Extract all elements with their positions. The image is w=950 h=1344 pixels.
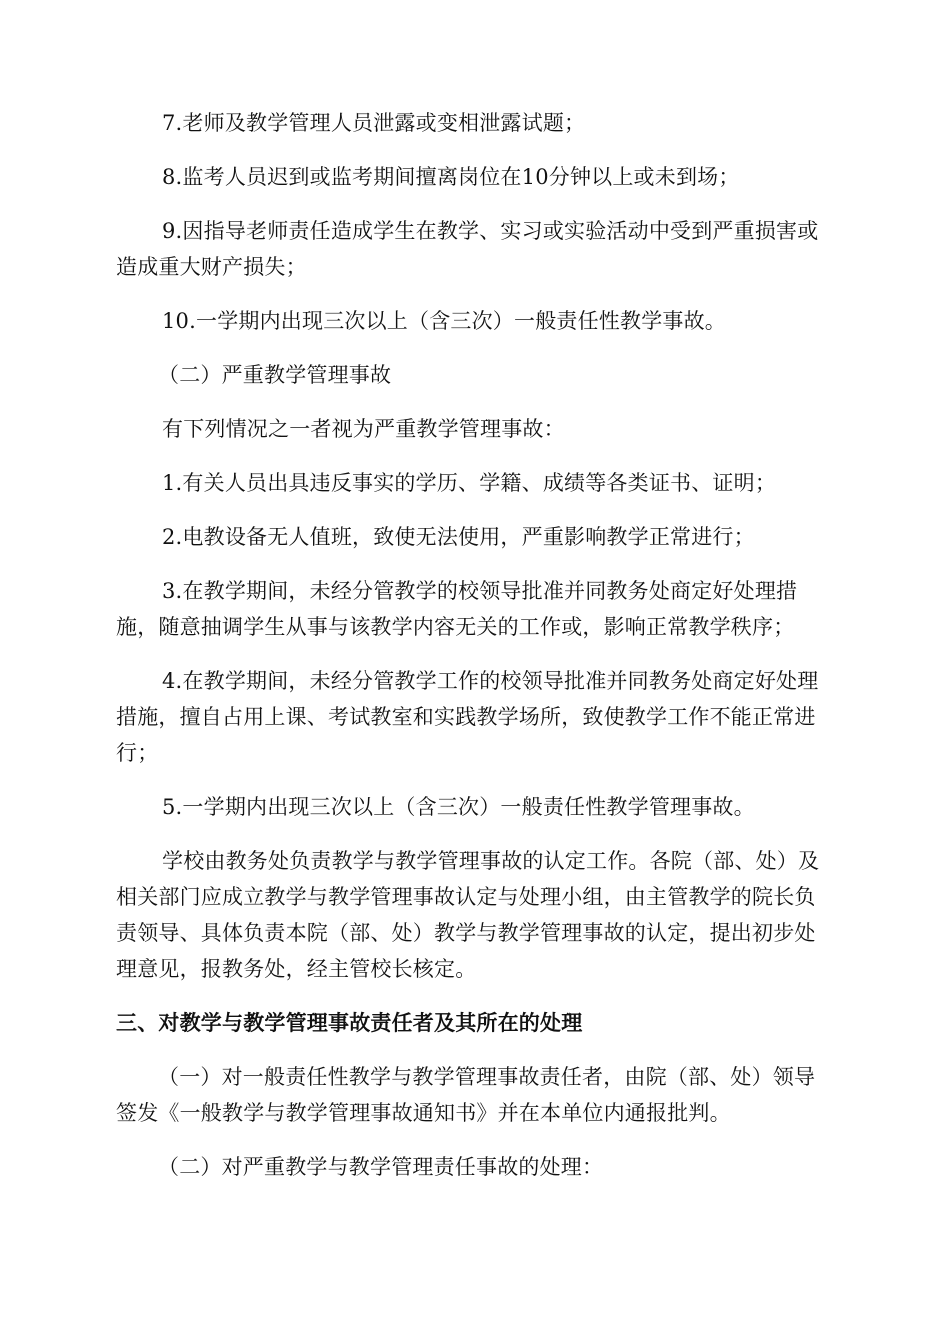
section-2-title: （二）严重教学管理事故	[158, 363, 392, 387]
serious-item-4: 4.在教学期间，未经分管教学工作的校领导批准并同教务处商定好处理措施，擅自占用上课、考试教室和实践教学场所，致使教学工作不能正常进行；	[116, 669, 819, 765]
serious-item-5: 5.一学期内出现三次以上（含三次）一般责任性教学管理事故。	[162, 795, 755, 819]
paragraph-item-7: 7.老师及教学管理人员泄露或变相泄露试题；	[162, 111, 586, 135]
section-3-item-2: （二）对严重教学与教学管理责任事故的处理：	[158, 1155, 604, 1179]
section-3-heading: 三、对教学与教学管理事故责任者及其所在的处理	[116, 1011, 583, 1035]
paragraph-item-9: 9.因指导老师责任造成学生在教学、实习或实验活动中受到严重损害或造成重大财产损失；	[116, 219, 819, 279]
serious-item-2: 2.电教设备无人值班，致使无法使用，严重影响教学正常进行；	[162, 525, 755, 549]
document-body	[116, 105, 836, 1185]
serious-item-1: 1.有关人员出具违反事实的学历、学籍、成绩等各类证书、证明；	[162, 471, 777, 495]
section-2-intro: 有下列情况之一者视为严重教学管理事故：	[162, 417, 565, 441]
section-3-item-1: （一）对一般责任性教学与教学管理事故责任者，由院（部、处）领导签发《一般教学与教学管理事故通知书》并在本单位内通报批判。	[116, 1065, 816, 1125]
serious-item-3: 3.在教学期间，未经分管教学的校领导批准并同教务处商定好处理措施，随意抽调学生从事与该教学内容无关的工作或，影响正常教学秩序；	[116, 579, 798, 639]
summary-paragraph: 学校由教务处负责教学与教学管理事故的认定工作。各院（部、处）及相关部门应成立教学与教学管理事故认定与处理小组，由主管教学的院长负责领导、具体负责本院（部、处）教学与教学管理事故的认定，提出初步处理意见，报教务处，经主管校长核定。	[116, 849, 820, 981]
paragraph-item-8: 8.监考人员迟到或监考期间擅离岗位在10分钟以上或未到场；	[162, 165, 740, 189]
paragraph-item-10: 10.一学期内出现三次以上（含三次）一般责任性教学事故。	[162, 309, 726, 333]
